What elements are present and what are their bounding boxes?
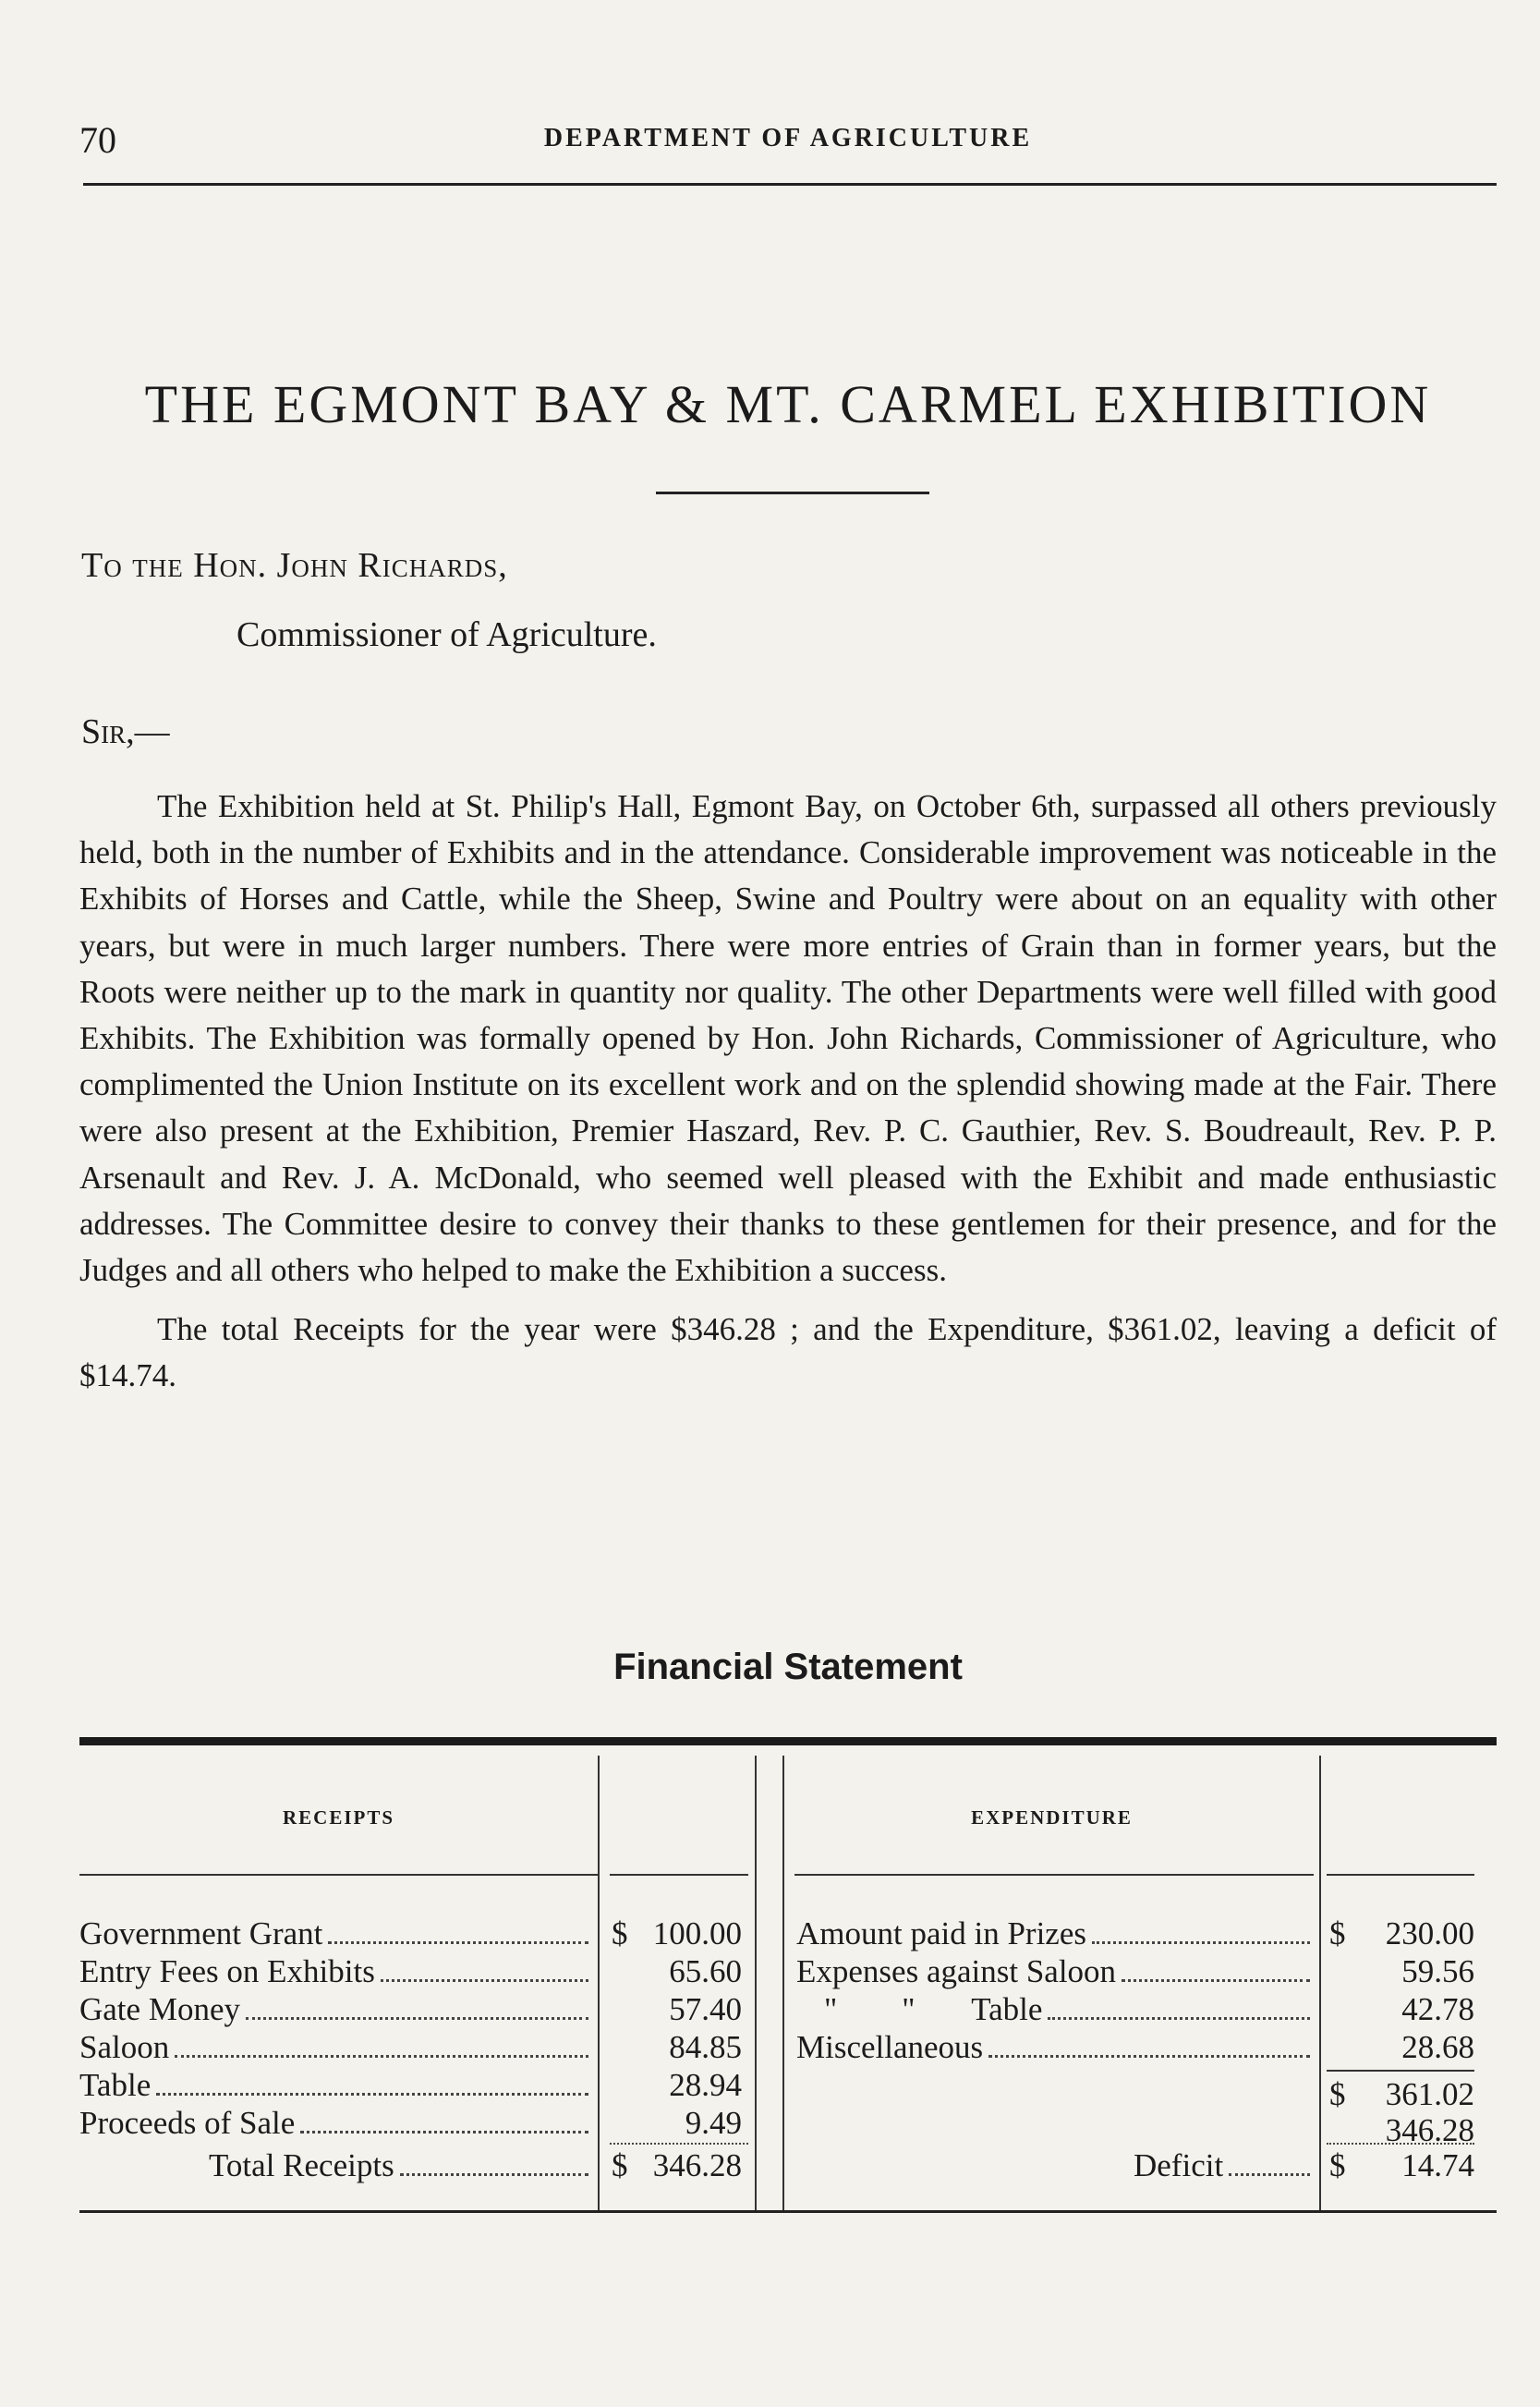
receipt-amount: 65.60 (669, 1953, 742, 1989)
receipt-label: Entry Fees on Exhibits (79, 1953, 375, 1989)
expenditure-amount: 42.78 (1401, 1991, 1474, 2027)
expenditure-row (796, 1915, 1487, 1952)
leader-dots (381, 1979, 588, 1982)
receipt-amount: 57.40 (669, 1991, 742, 2027)
leader-dots (1048, 2017, 1310, 2020)
receipt-label: Proceeds of Sale (79, 2105, 296, 2141)
sum-rule (1327, 2143, 1474, 2145)
deficit-row (796, 2146, 1487, 2184)
greeting: Sir,— (81, 712, 170, 751)
running-head: DEPARTMENT OF AGRICULTURE (543, 124, 1033, 152)
sum-rule (610, 2143, 748, 2145)
table-top-rule (79, 1737, 1497, 1745)
report-title: THE EGMONT BAY & MT. CARMEL EXHIBITION (144, 374, 1432, 434)
expenditure-amount: 28.68 (1401, 2029, 1474, 2065)
less-receipts-amount: 346.28 (1385, 2112, 1474, 2148)
currency-symbol: $ (1329, 2076, 1346, 2112)
page-number: 70 (79, 119, 116, 161)
expenditure-label: Miscellaneous (796, 2029, 984, 2065)
leader-dots (1092, 1941, 1310, 1944)
receipt-label: Gate Money (79, 1991, 240, 2027)
receipt-row (79, 1990, 755, 2028)
receipt-label: Saloon (79, 2029, 170, 2065)
salutation: To the Hon. John Richards, (81, 546, 508, 585)
total-receipts-label: Total Receipts (209, 2147, 394, 2183)
leader-dots (300, 2131, 588, 2133)
expenditure-total-amount: 361.02 (1385, 2076, 1474, 2112)
header-rule (610, 1874, 748, 1876)
deficit-label: Deficit (1134, 2147, 1224, 2183)
header-rule (79, 1874, 598, 1876)
expenditure-row (796, 1990, 1487, 2028)
receipt-row (79, 2028, 755, 2066)
title-rule (656, 492, 929, 494)
receipts-header: RECEIPTS (282, 1806, 395, 1829)
receipt-amount: 9.49 (685, 2105, 742, 2141)
leader-dots (988, 2055, 1310, 2058)
receipt-row (79, 2066, 755, 2104)
recipient-title: Commissioner of Agriculture. (236, 615, 657, 654)
expenditure-label: Amount paid in Prizes (796, 1915, 1086, 1951)
header-rule (794, 1874, 1314, 1876)
expenditure-row (796, 1952, 1487, 1990)
header-rule (1327, 1874, 1474, 1876)
leader-dots (400, 2173, 588, 2176)
header-rule (83, 183, 1497, 186)
deficit-amount: 14.74 (1401, 2147, 1474, 2183)
expenditure-header: EXPENDITURE (971, 1806, 1133, 1829)
receipt-row (79, 1952, 755, 1990)
currency-symbol: $ (612, 1915, 628, 1951)
report-body (79, 784, 1497, 1400)
leader-dots (1229, 2173, 1310, 2176)
table-bottom-rule (79, 2210, 1497, 2213)
leader-dots (156, 2093, 588, 2096)
expenditure-label: Expenses against Saloon (796, 1953, 1117, 1989)
currency-symbol: $ (1329, 2147, 1346, 2183)
expenditure-row (796, 2028, 1487, 2066)
currency-symbol: $ (612, 2147, 628, 2183)
receipts-total-row (79, 2146, 755, 2184)
expenditure-amount: 59.56 (1401, 1953, 1474, 1989)
leader-dots (328, 1941, 588, 1944)
column-divider (755, 1756, 757, 2210)
paragraph: The total Receipts for the year were $346.28 ; and the Expenditure, $361.02, leaving a deficit of $14.74. (79, 1311, 1497, 1394)
paragraph: The Exhibition held at St. Philip's Hall, Egmont Bay, on October 6th, surpassed all others previously held, both in the number of Exhibits and in the attendance. Considerable improvement was noticeable in the Exhibits of Horses and Cattle, while the Sheep, Swine and Poultry were about on an equality with other years, but were in much larger numbers. There were more entries of Grain than in former years, but the Roots were neither up to the mark in quantity nor quality. The other Departments were well filled with good Exhibits. The Exhibition was formally opened by Hon. John Richards, Commissioner of Agriculture, who complimented the Union Institute on its excellent work and on the splendid showing made at the Fair. There were also present at the Exhibition, Premier Haszard, Rev. P. C. Gauthier, Rev. S. Boudreault, Rev. P. P. Arsenault and Rev. J. A. McDonald, who seemed well pleased with the Exhibit and made enthusiastic addresses. The Committee desire to convey their thanks to these gentlemen for their presence, and for the Judges and all others who helped to make the Exhibition a success. (79, 788, 1497, 1289)
expenditure-total-row (796, 2075, 1487, 2113)
subtotal-rule (1327, 2070, 1474, 2072)
expenditure-amount: 230.00 (1385, 1915, 1474, 1951)
leader-dots (246, 2017, 588, 2020)
currency-symbol: $ (1329, 1915, 1346, 1951)
receipt-amount: 28.94 (669, 2067, 742, 2103)
receipt-row (79, 1915, 755, 1952)
expenditure-label: " " Table (824, 1991, 1043, 2027)
financial-statement-table (79, 1737, 1497, 2218)
financial-statement-title: Financial Statement (613, 1647, 963, 1687)
receipt-label: Table (79, 2067, 152, 2103)
receipt-label: Government Grant (79, 1915, 323, 1951)
leader-dots (175, 2055, 588, 2058)
receipt-amount: 84.85 (669, 2029, 742, 2065)
page-header (79, 118, 1497, 163)
receipt-amount: 100.00 (652, 1915, 742, 1951)
leader-dots (1122, 1979, 1310, 1982)
total-receipts-amount: 346.28 (652, 2147, 742, 2183)
receipt-row (79, 2104, 755, 2142)
